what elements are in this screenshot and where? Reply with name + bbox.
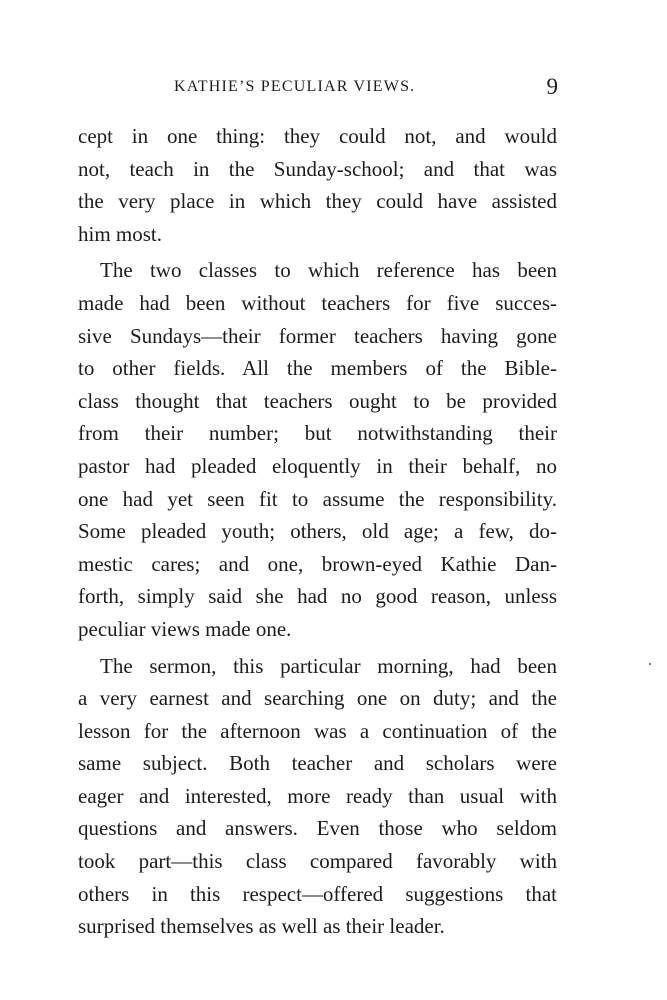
- text-line: eager and interested, more ready than usual with: [78, 783, 557, 808]
- text-line: surprised themselves as well as their leader.: [78, 914, 445, 939]
- text-line: the very place in which they could have assisted: [78, 189, 557, 214]
- text-line: made had been without teachers for five succes-: [78, 290, 557, 315]
- text-line: one had yet seen fit to assume the responsibility.: [78, 486, 557, 511]
- text-line: pastor had pleaded eloquently in their behalf, no: [78, 453, 557, 478]
- text-line: took part—this class compared favorably with: [78, 849, 557, 874]
- text-line: others in this respect—offered suggestions that: [78, 881, 557, 906]
- text-line: a very earnest and searching one on duty; and the: [78, 686, 557, 711]
- text-line: to other fields. All the members of the Bible-: [78, 356, 557, 381]
- paragraph-1: [78, 120, 557, 250]
- text-line: forth, simply said she had no good reason, unless: [78, 584, 557, 609]
- paragraph-3: [78, 650, 557, 943]
- running-title: KATHIE’S PECULIAR VIEWS.: [174, 78, 416, 95]
- text-line: him most.: [78, 221, 163, 246]
- text-line: class thought that teachers ought to be provided: [78, 388, 557, 413]
- text-line: not, teach in the Sunday-school; and that was: [78, 156, 557, 181]
- text-line: lesson for the afternoon was a continuation of the: [78, 718, 557, 743]
- text-line: cept in one thing: they could not, and would: [78, 124, 557, 148]
- text-line: same subject. Both teacher and scholars were: [78, 751, 557, 776]
- running-head: [78, 76, 566, 104]
- text-line: The two classes to which reference has been: [100, 258, 557, 283]
- body-text: [78, 120, 557, 943]
- text-line: questions and answers. Even those who seldom: [78, 816, 557, 841]
- text-line: sive Sundays—their former teachers having gone: [78, 323, 557, 348]
- text-line: Some pleaded youth; others, old age; a few, do-: [78, 519, 557, 544]
- paragraph-2: [78, 254, 557, 645]
- text-line: mestic cares; and one, brown-eyed Kathie Dan-: [78, 551, 557, 576]
- text-line: peculiar views made one.: [78, 616, 292, 641]
- text-line: The sermon, this particular morning, had been: [100, 653, 557, 678]
- print-speck: [649, 663, 651, 665]
- page-number: 9: [546, 74, 558, 99]
- text-line: from their number; but notwithstanding their: [78, 421, 557, 446]
